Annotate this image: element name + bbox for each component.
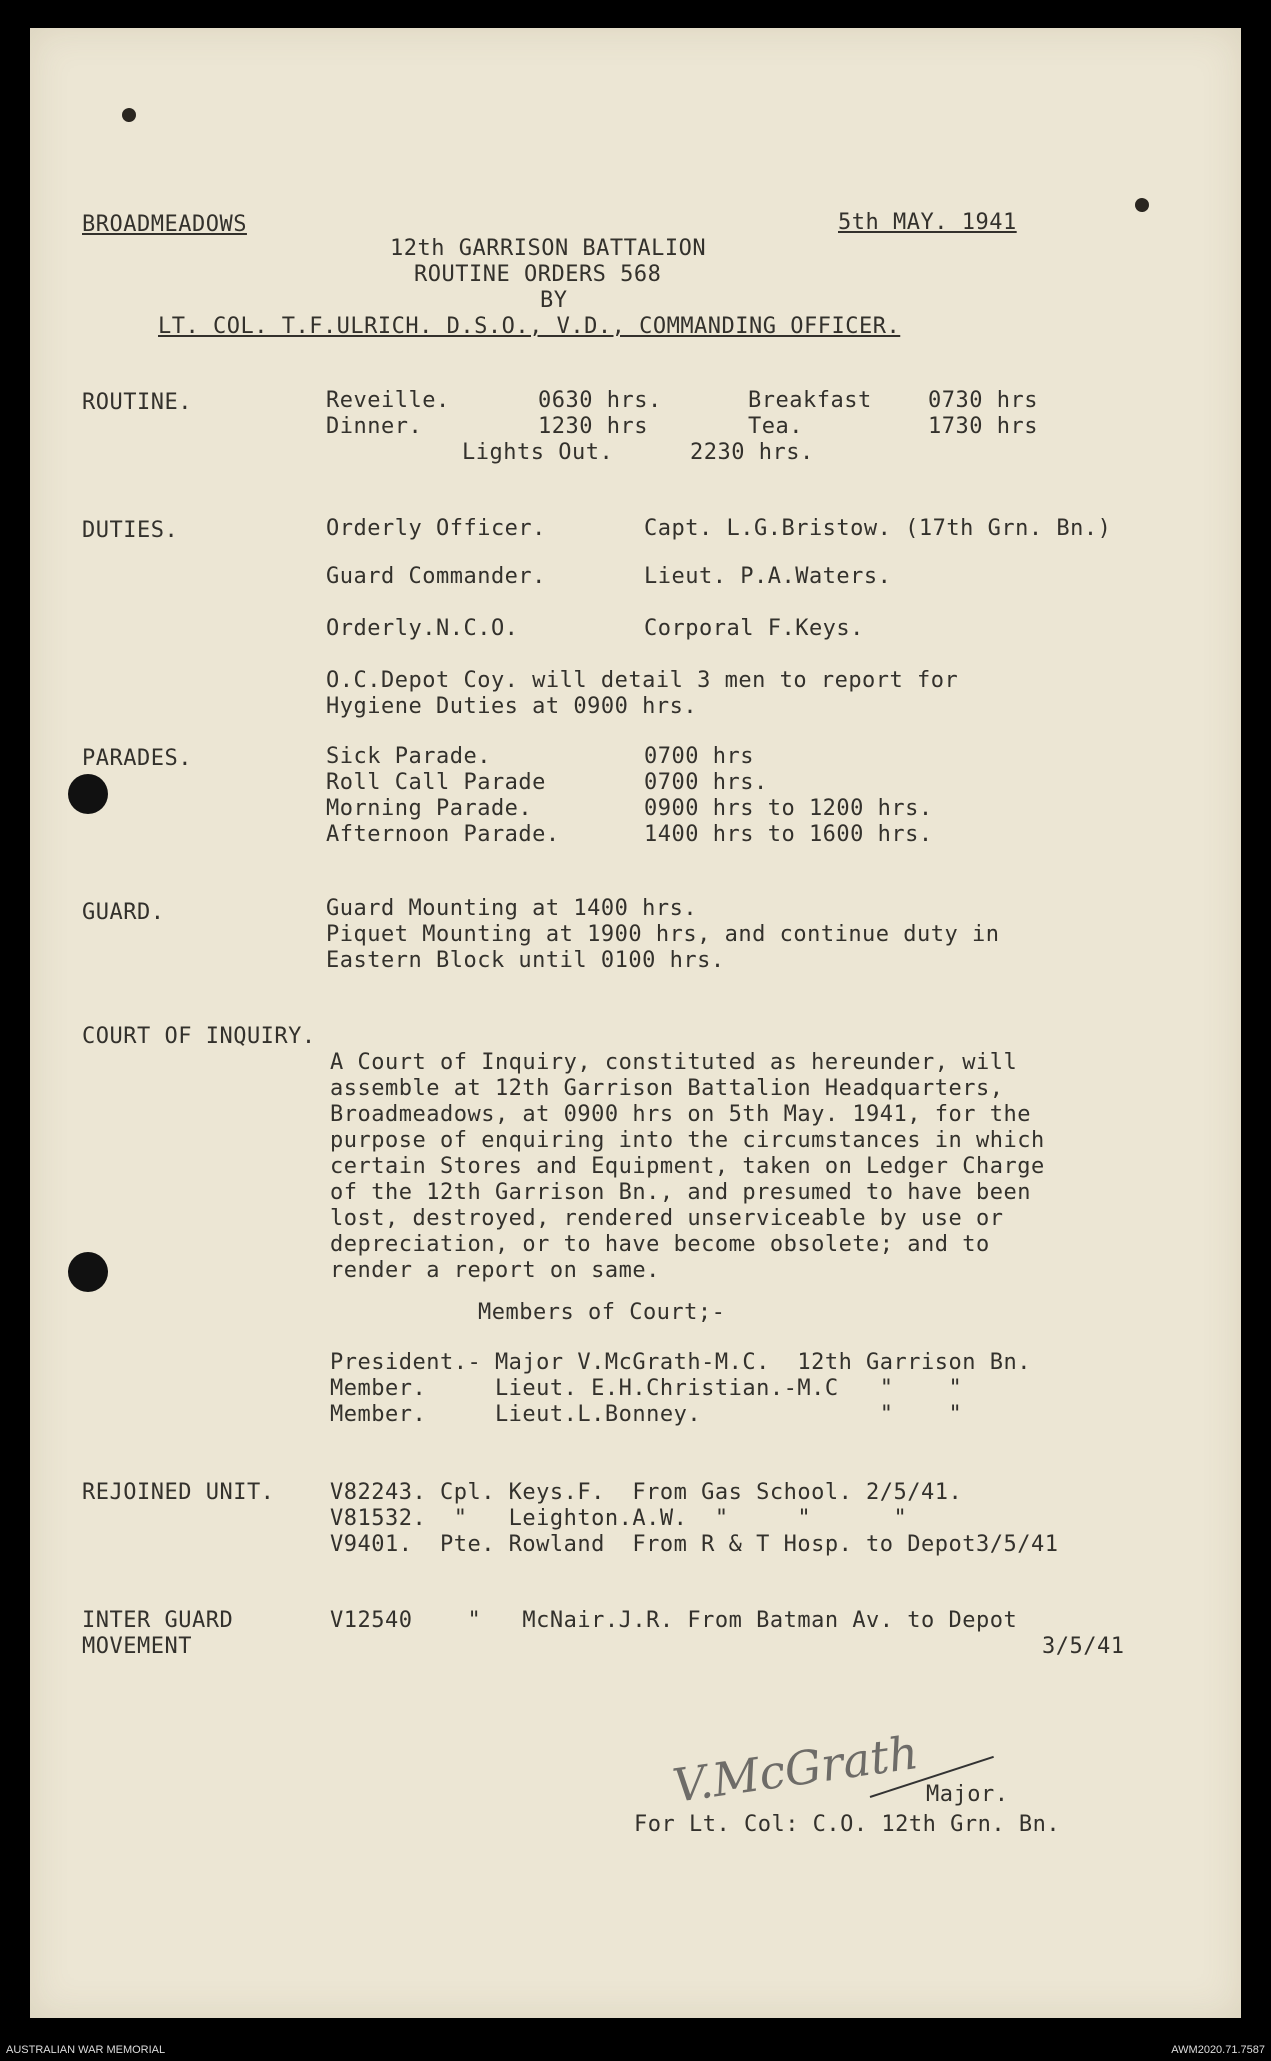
parade-time: 0700 hrs — [644, 744, 754, 769]
pin-mark — [122, 108, 136, 122]
routine-dinner: Dinner. — [326, 414, 423, 439]
movement-line: V12540 " McNair.J.R. From Batman Av. to Depot — [330, 1608, 1018, 1633]
routine-dinner-time: 1230 hrs — [538, 414, 648, 439]
court-paragraph-line: assemble at 12th Garrison Battalion Headquarters, — [330, 1076, 1004, 1101]
court-paragraph-line: Broadmeadows, at 0900 hrs on 5th May. 1941, for the — [330, 1102, 1032, 1127]
punch-hole — [68, 774, 108, 814]
date-heading: 5th MAY. 1941 — [838, 210, 1017, 235]
court-paragraph-line: purpose of enquiring into the circumstances in which — [330, 1128, 1045, 1153]
member-line: Member. Lieut.L.Bonney. " " — [330, 1402, 963, 1427]
court-paragraph-line: render a report on same. — [330, 1258, 660, 1283]
punch-hole — [68, 1252, 108, 1292]
court-paragraph-line: certain Stores and Equipment, taken on Ledger Charge — [330, 1154, 1045, 1179]
duties-label: DUTIES. — [82, 518, 179, 543]
movement-label: MOVEMENT — [82, 1634, 192, 1659]
members-title: Members of Court;- — [478, 1300, 726, 1325]
member-line: Member. Lieut. E.H.Christian.-M.C " " — [330, 1376, 963, 1401]
commander-heading: LT. COL. T.F.ULRICH. D.S.O., V.D., COMMANDING OFFICER. — [158, 314, 901, 339]
footer-institution: AUSTRALIAN WAR MEMORIAL — [6, 2044, 166, 2056]
routine-label: ROUTINE. — [82, 390, 192, 415]
signature-rank: Major. — [926, 1782, 1009, 1807]
parade-name: Afternoon Parade. — [326, 822, 560, 847]
parades-label: PARADES. — [82, 746, 192, 771]
routine-reveille-time: 0630 hrs. — [538, 388, 662, 413]
handwritten-signature: V.McGrath — [669, 1725, 922, 1813]
court-paragraph-line: lost, destroyed, rendered unserviceable by use or — [330, 1206, 1004, 1231]
orders-heading: ROUTINE ORDERS 568 — [414, 262, 662, 287]
parade-name: Roll Call Parade — [326, 770, 546, 795]
archive-footer — [0, 2039, 1271, 2061]
parade-time: 0900 hrs to 1200 hrs. — [644, 796, 933, 821]
parade-name: Morning Parade. — [326, 796, 533, 821]
routine-lights-time: 2230 hrs. — [690, 440, 814, 465]
rejoined-label: REJOINED UNIT. — [82, 1480, 275, 1505]
court-label: COURT OF INQUIRY. — [82, 1024, 316, 1049]
routine-tea: Tea. — [748, 414, 803, 439]
guard-line: Piquet Mounting at 1900 hrs, and continue duty in — [326, 922, 1000, 947]
duty-name: Lieut. P.A.Waters. — [644, 564, 892, 589]
signature-for-line: For Lt. Col: C.O. 12th Grn. Bn. — [634, 1812, 1061, 1837]
routine-lights: Lights Out. — [462, 440, 614, 465]
footer-accession-number: AWM2020.71.7587 — [1171, 2044, 1265, 2056]
parade-time: 0700 hrs. — [644, 770, 768, 795]
parade-time: 1400 hrs to 1600 hrs. — [644, 822, 933, 847]
parade-name: Sick Parade. — [326, 744, 491, 769]
routine-breakfast: Breakfast — [748, 388, 872, 413]
duty-role: Guard Commander. — [326, 564, 546, 589]
guard-line: Guard Mounting at 1400 hrs. — [326, 896, 698, 921]
by-heading: BY — [540, 288, 568, 313]
court-paragraph-line: of the 12th Garrison Bn., and presumed to have been — [330, 1180, 1032, 1205]
duty-role: Orderly Officer. — [326, 516, 546, 541]
duty-name: Capt. L.G.Bristow. (17th Grn. Bn.) — [644, 516, 1112, 541]
duty-name: Corporal F.Keys. — [644, 616, 864, 641]
place-heading: BROADMEADOWS — [82, 212, 247, 237]
duties-note: O.C.Depot Coy. will detail 3 men to report for — [326, 668, 959, 693]
duties-note: Hygiene Duties at 0900 hrs. — [326, 694, 698, 719]
routine-tea-time: 1730 hrs — [928, 414, 1038, 439]
routine-breakfast-time: 0730 hrs — [928, 388, 1038, 413]
duty-role: Orderly.N.C.O. — [326, 616, 519, 641]
movement-date: 3/5/41 — [1042, 1634, 1125, 1659]
movement-label: INTER GUARD — [82, 1608, 234, 1633]
member-line: President.- Major V.McGrath-M.C. 12th Garrison Bn. — [330, 1350, 1032, 1375]
guard-label: GUARD. — [82, 900, 165, 925]
rejoined-line: V82243. Cpl. Keys.F. From Gas School. 2/5/41. — [330, 1480, 963, 1505]
pin-mark — [1135, 198, 1149, 212]
court-paragraph-line: depreciation, or to have become obsolete; and to — [330, 1232, 990, 1257]
rejoined-line: V9401. Pte. Rowland From R & T Hosp. to Depot3/5/41 — [330, 1532, 1059, 1557]
battalion-heading: 12th GARRISON BATTALION — [390, 236, 707, 261]
routine-reveille: Reveille. — [326, 388, 450, 413]
court-paragraph-line: A Court of Inquiry, constituted as hereunder, will — [330, 1050, 1018, 1075]
guard-line: Eastern Block until 0100 hrs. — [326, 948, 725, 973]
rejoined-line: V81532. " Leighton.A.W. " " " — [330, 1506, 908, 1531]
